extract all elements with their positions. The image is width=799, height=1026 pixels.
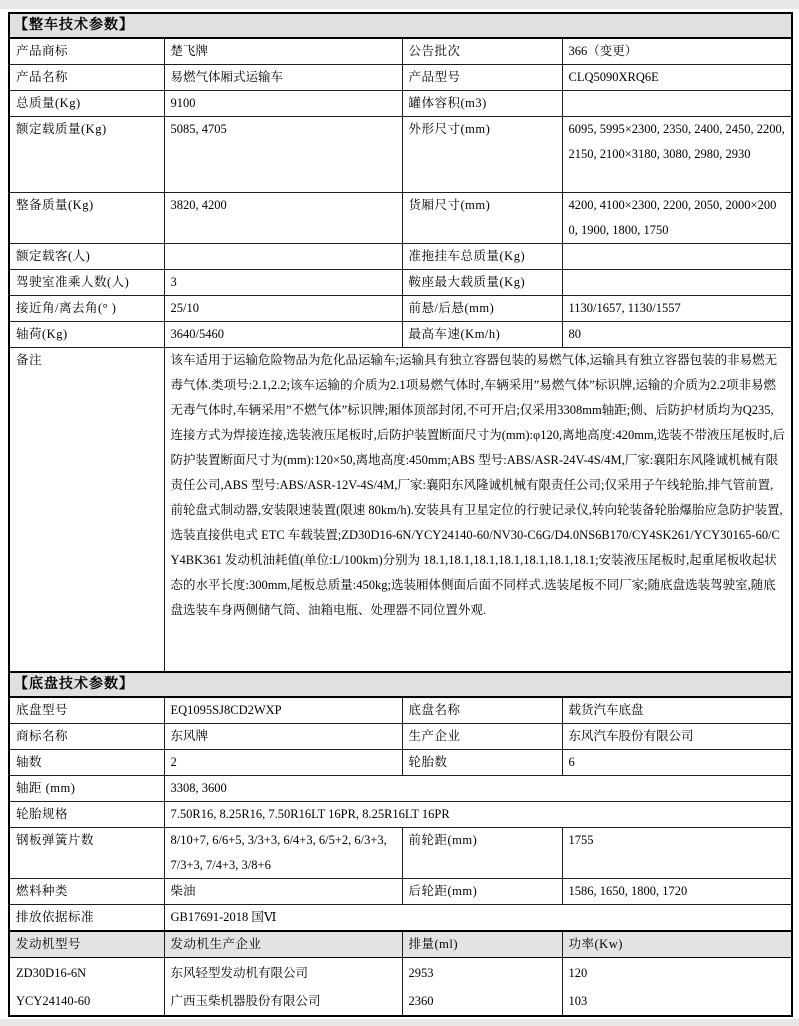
product-model-value: CLQ5090XRQ6E — [562, 65, 792, 91]
tank-volume-label: 罐体容积(m3) — [402, 91, 562, 117]
total-mass-value: 9100 — [164, 91, 402, 117]
engine-displacement-value: 2953 — [402, 958, 562, 990]
wheelbase-value: 3308, 3600 — [164, 776, 792, 802]
table-row — [9, 750, 792, 776]
product-trademark-value: 楚飞牌 — [164, 38, 402, 65]
rated-load-mass-label: 额定载质量(Kg) — [9, 117, 164, 193]
engine-displacement-header: 排量(ml) — [402, 931, 562, 958]
rated-load-mass-value: 5085, 4705 — [164, 117, 402, 193]
engine-power-value: 103 — [562, 989, 792, 1016]
manufacturer-label: 生产企业 — [402, 724, 562, 750]
max-speed-value: 80 — [562, 322, 792, 348]
table-row — [9, 117, 792, 193]
table-row — [9, 905, 792, 932]
tire-count-label: 轮胎数 — [402, 750, 562, 776]
rated-passengers-label: 额定载客(人) — [9, 244, 164, 270]
chassis-section-header-row — [9, 672, 792, 697]
overall-dimensions-label: 外形尺寸(mm) — [402, 117, 562, 193]
chassis-model-value: EQ1095SJ8CD2WXP — [164, 697, 402, 724]
remarks-text: 该车适用于运输危险物品为危化品运输车;运输具有独立容器包装的易燃气体,运输具有独立容器包装的非易燃无毒气体.类项号:2.1,2.2;该车运输的介质为2.1项易燃气体时,车辆采用”易燃气体”标识牌,运输的介质为2.2项非易燃无毒气体时,车辆采用”不燃气体”标识牌;厢体顶部封闭,不可开启;仅采用3308mm轴距;侧、后防护材质均为Q235,连接方式为焊接连接,选装液压尾板时,后防护装置断面尺寸为(mm):φ120,离地高度:420mm,选装不带液压尾板时,后防护装置断面尺寸为(mm):120×50,离地高度:450mm;ABS 型号:ABS/ASR-24V-4S/4M,厂家:襄阳东风隆诚机械有限责任公司,ABS 型号:ABS/ASR-12V-4S/4M,厂家:襄阳东风隆诚机械有限责任公司;仅采用子午线轮胎,排气管前置,前轮盘式制动器,安装限速装置(限速 80km/h).安装具有卫星定位的行驶记录仪,转向轮装备轮胎爆胎应急防护装置,选装直接供电式 ETC 车载装置;ZD30D16-6N/YCY24140-60/NV30-C6G/D4.0NS6B170/CY4SK261/YCY30165-60/CY4BK361 发动机油耗值(单位:L/100km)分别为 18.1,18.1,18.1,18.1,18.1,18.1,18.1;安装液压尾板时,起重尾板收起状态的水平长度:300mm,尾板总质量:450kg;选装厢体侧面后面不同样式.选装尾板不同厂家;随底盘选装驾驶室,随底盘选装车身两侧储气筒、油箱电瓶、处理器不同位置外观. — [164, 348, 792, 673]
spec-document — [0, 9, 799, 1017]
rear-track-label: 后轮距(mm) — [402, 879, 562, 905]
fuel-type-label: 燃料种类 — [9, 879, 164, 905]
engine-model-header: 发动机型号 — [9, 931, 164, 958]
table-row — [9, 38, 792, 65]
engine-row — [9, 989, 792, 1016]
vehicle-spec-table — [8, 12, 793, 1017]
cab-seating-value: 3 — [164, 270, 402, 296]
table-row — [9, 65, 792, 91]
curb-mass-value: 3820, 4200 — [164, 193, 402, 244]
announcement-batch-value: 366（变更） — [562, 38, 792, 65]
engine-model-value: ZD30D16-6N — [9, 958, 164, 990]
cargo-box-dimensions-value: 4200, 4100×2300, 2200, 2050, 2000×2000, 1900, 1800, 1750 — [562, 193, 792, 244]
approach-departure-angle-label: 接近角/离去角(° ) — [9, 296, 164, 322]
engine-power-header: 功率(Kw) — [562, 931, 792, 958]
engine-displacement-value: 2360 — [402, 989, 562, 1016]
table-row — [9, 697, 792, 724]
engine-manufacturer-header: 发动机生产企业 — [164, 931, 402, 958]
saddle-max-load-label: 鞍座最大载质量(Kg) — [402, 270, 562, 296]
curb-mass-label: 整备质量(Kg) — [9, 193, 164, 244]
total-mass-label: 总质量(Kg) — [9, 91, 164, 117]
max-speed-label: 最高车速(Km/h) — [402, 322, 562, 348]
trademark-name-label: 商标名称 — [9, 724, 164, 750]
announcement-batch-label: 公告批次 — [402, 38, 562, 65]
cab-seating-label: 驾驶室准乘人数(人) — [9, 270, 164, 296]
axle-load-value: 3640/5460 — [164, 322, 402, 348]
table-row — [9, 91, 792, 117]
vehicle-section-header-row — [9, 13, 792, 38]
product-name-label: 产品名称 — [9, 65, 164, 91]
page-bottom-strip — [0, 1019, 799, 1026]
table-row — [9, 879, 792, 905]
table-row — [9, 802, 792, 828]
trademark-name-value: 东风牌 — [164, 724, 402, 750]
axle-count-label: 轴数 — [9, 750, 164, 776]
table-row — [9, 322, 792, 348]
trailer-total-mass-value — [562, 244, 792, 270]
remarks-label: 备注 — [9, 348, 164, 673]
page-top-strip — [0, 0, 799, 9]
emission-standard-label: 排放依据标准 — [9, 905, 164, 932]
table-row — [9, 270, 792, 296]
chassis-name-value: 载货汽车底盘 — [562, 697, 792, 724]
table-row — [9, 776, 792, 802]
product-trademark-label: 产品商标 — [9, 38, 164, 65]
product-model-label: 产品型号 — [402, 65, 562, 91]
engine-header-row — [9, 931, 792, 958]
tire-spec-value: 7.50R16, 8.25R16, 7.50R16LT 16PR, 8.25R16LT 16PR — [164, 802, 792, 828]
leaf-spring-count-value: 8/10+7, 6/6+5, 3/3+3, 6/4+3, 6/5+2, 6/3+3, 7/3+3, 7/4+3, 3/8+6 — [164, 828, 402, 879]
table-row — [9, 828, 792, 879]
table-row — [9, 296, 792, 322]
fuel-type-value: 柴油 — [164, 879, 402, 905]
table-row — [9, 244, 792, 270]
axle-load-label: 轴荷(Kg) — [9, 322, 164, 348]
overall-dimensions-value: 6095, 5995×2300, 2350, 2400, 2450, 2200, 2150, 2100×3180, 3080, 2980, 2930 — [562, 117, 792, 193]
remarks-row — [9, 348, 792, 673]
engine-power-value: 120 — [562, 958, 792, 990]
leaf-spring-count-label: 钢板弹簧片数 — [9, 828, 164, 879]
tire-count-value: 6 — [562, 750, 792, 776]
table-row — [9, 724, 792, 750]
table-row — [9, 193, 792, 244]
engine-row — [9, 958, 792, 990]
engine-manufacturer-value: 东风轻型发动机有限公司 — [164, 958, 402, 990]
tank-volume-value — [562, 91, 792, 117]
vehicle-section-title: 【整车技术参数】 — [9, 13, 792, 38]
front-rear-overhang-value: 1130/1657, 1130/1557 — [562, 296, 792, 322]
front-track-value: 1755 — [562, 828, 792, 879]
chassis-model-label: 底盘型号 — [9, 697, 164, 724]
cargo-box-dimensions-label: 货厢尺寸(mm) — [402, 193, 562, 244]
chassis-section-title: 【底盘技术参数】 — [9, 672, 792, 697]
rated-passengers-value — [164, 244, 402, 270]
front-rear-overhang-label: 前悬/后悬(mm) — [402, 296, 562, 322]
trailer-total-mass-label: 准拖挂车总质量(Kg) — [402, 244, 562, 270]
product-name-value: 易燃气体厢式运输车 — [164, 65, 402, 91]
wheelbase-label: 轴距 (mm) — [9, 776, 164, 802]
engine-manufacturer-value: 广西玉柴机器股份有限公司 — [164, 989, 402, 1016]
manufacturer-value: 东风汽车股份有限公司 — [562, 724, 792, 750]
axle-count-value: 2 — [164, 750, 402, 776]
saddle-max-load-value — [562, 270, 792, 296]
approach-departure-angle-value: 25/10 — [164, 296, 402, 322]
rear-track-value: 1586, 1650, 1800, 1720 — [562, 879, 792, 905]
front-track-label: 前轮距(mm) — [402, 828, 562, 879]
engine-model-value: YCY24140-60 — [9, 989, 164, 1016]
tire-spec-label: 轮胎规格 — [9, 802, 164, 828]
chassis-name-label: 底盘名称 — [402, 697, 562, 724]
emission-standard-value: GB17691-2018 国Ⅵ — [164, 905, 792, 932]
